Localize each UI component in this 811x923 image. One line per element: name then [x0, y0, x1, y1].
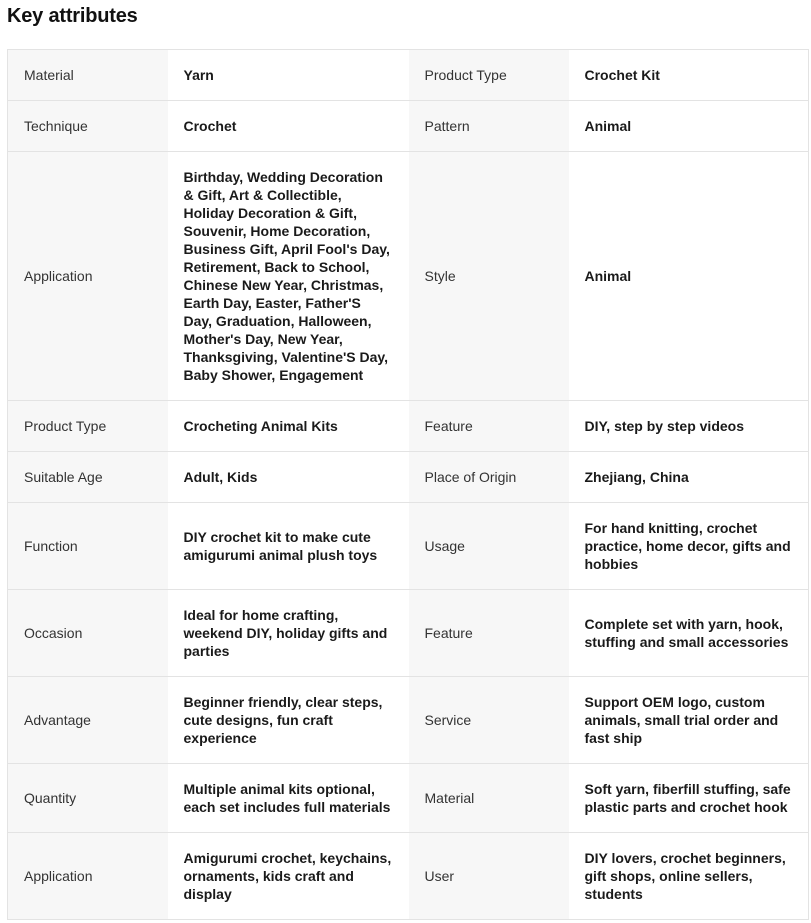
attribute-label: Material: [8, 50, 168, 101]
attribute-value: Adult, Kids: [168, 452, 409, 503]
attribute-value: DIY lovers, crochet beginners, gift shops, online sellers, students: [569, 833, 809, 920]
attribute-label: User: [409, 833, 569, 920]
attribute-label: Place of Origin: [409, 452, 569, 503]
attribute-value: Zhejiang, China: [569, 452, 809, 503]
attribute-value: Complete set with yarn, hook, stuffing and small accessories: [569, 590, 809, 677]
attribute-row: [8, 50, 809, 101]
attribute-row: [8, 764, 809, 833]
attribute-label: Style: [409, 152, 569, 401]
attribute-value: Support OEM logo, custom animals, small trial order and fast ship: [569, 677, 809, 764]
attribute-value: Crochet Kit: [569, 50, 809, 101]
attribute-label: Product Type: [8, 401, 168, 452]
attribute-label: Pattern: [409, 101, 569, 152]
attribute-value: Ideal for home crafting, weekend DIY, holiday gifts and parties: [168, 590, 409, 677]
attribute-value: DIY, step by step videos: [569, 401, 809, 452]
attribute-value: Birthday, Wedding Decoration & Gift, Art & Collectible, Holiday Decoration & Gift, Souvenir, Home Decoration, Business Gift, April Fool's Day, Retirement, Back to School, Chinese New Year, Christmas, Earth Day, Easter, Father'S Day, Graduation, Halloween, Mother's Day, New Year, Thanksgiving, Valentine'S Day, Baby Shower, Engagement: [168, 152, 409, 401]
attribute-label: Usage: [409, 503, 569, 590]
attribute-value: Animal: [569, 101, 809, 152]
attribute-value: DIY crochet kit to make cute amigurumi animal plush toys: [168, 503, 409, 590]
attribute-label: Application: [8, 152, 168, 401]
attribute-label: Occasion: [8, 590, 168, 677]
attribute-value: Multiple animal kits optional, each set includes full materials: [168, 764, 409, 833]
attribute-row: [8, 677, 809, 764]
attribute-value: Beginner friendly, clear steps, cute designs, fun craft experience: [168, 677, 409, 764]
attribute-row: [8, 101, 809, 152]
attribute-label: Function: [8, 503, 168, 590]
attribute-row: [8, 401, 809, 452]
attribute-label: Feature: [409, 590, 569, 677]
attribute-label: Technique: [8, 101, 168, 152]
attribute-label: Quantity: [8, 764, 168, 833]
attribute-value: Crochet: [168, 101, 409, 152]
attribute-value: Animal: [569, 152, 809, 401]
attribute-value: Soft yarn, fiberfill stuffing, safe plastic parts and crochet hook: [569, 764, 809, 833]
attribute-label: Application: [8, 833, 168, 920]
attribute-label: Material: [409, 764, 569, 833]
attribute-value: Crocheting Animal Kits: [168, 401, 409, 452]
attribute-value: Amigurumi crochet, keychains, ornaments, kids craft and display: [168, 833, 409, 920]
attribute-label: Advantage: [8, 677, 168, 764]
attribute-row: [8, 152, 809, 401]
attribute-label: Suitable Age: [8, 452, 168, 503]
attribute-label: Product Type: [409, 50, 569, 101]
attributes-table: [7, 49, 809, 920]
attribute-row: [8, 452, 809, 503]
attribute-label: Service: [409, 677, 569, 764]
section-title: Key attributes: [7, 5, 138, 27]
attribute-value: For hand knitting, crochet practice, home decor, gifts and hobbies: [569, 503, 809, 590]
attribute-value: Yarn: [168, 50, 409, 101]
attribute-row: [8, 590, 809, 677]
attribute-row: [8, 833, 809, 920]
attribute-label: Feature: [409, 401, 569, 452]
attribute-row: [8, 503, 809, 590]
